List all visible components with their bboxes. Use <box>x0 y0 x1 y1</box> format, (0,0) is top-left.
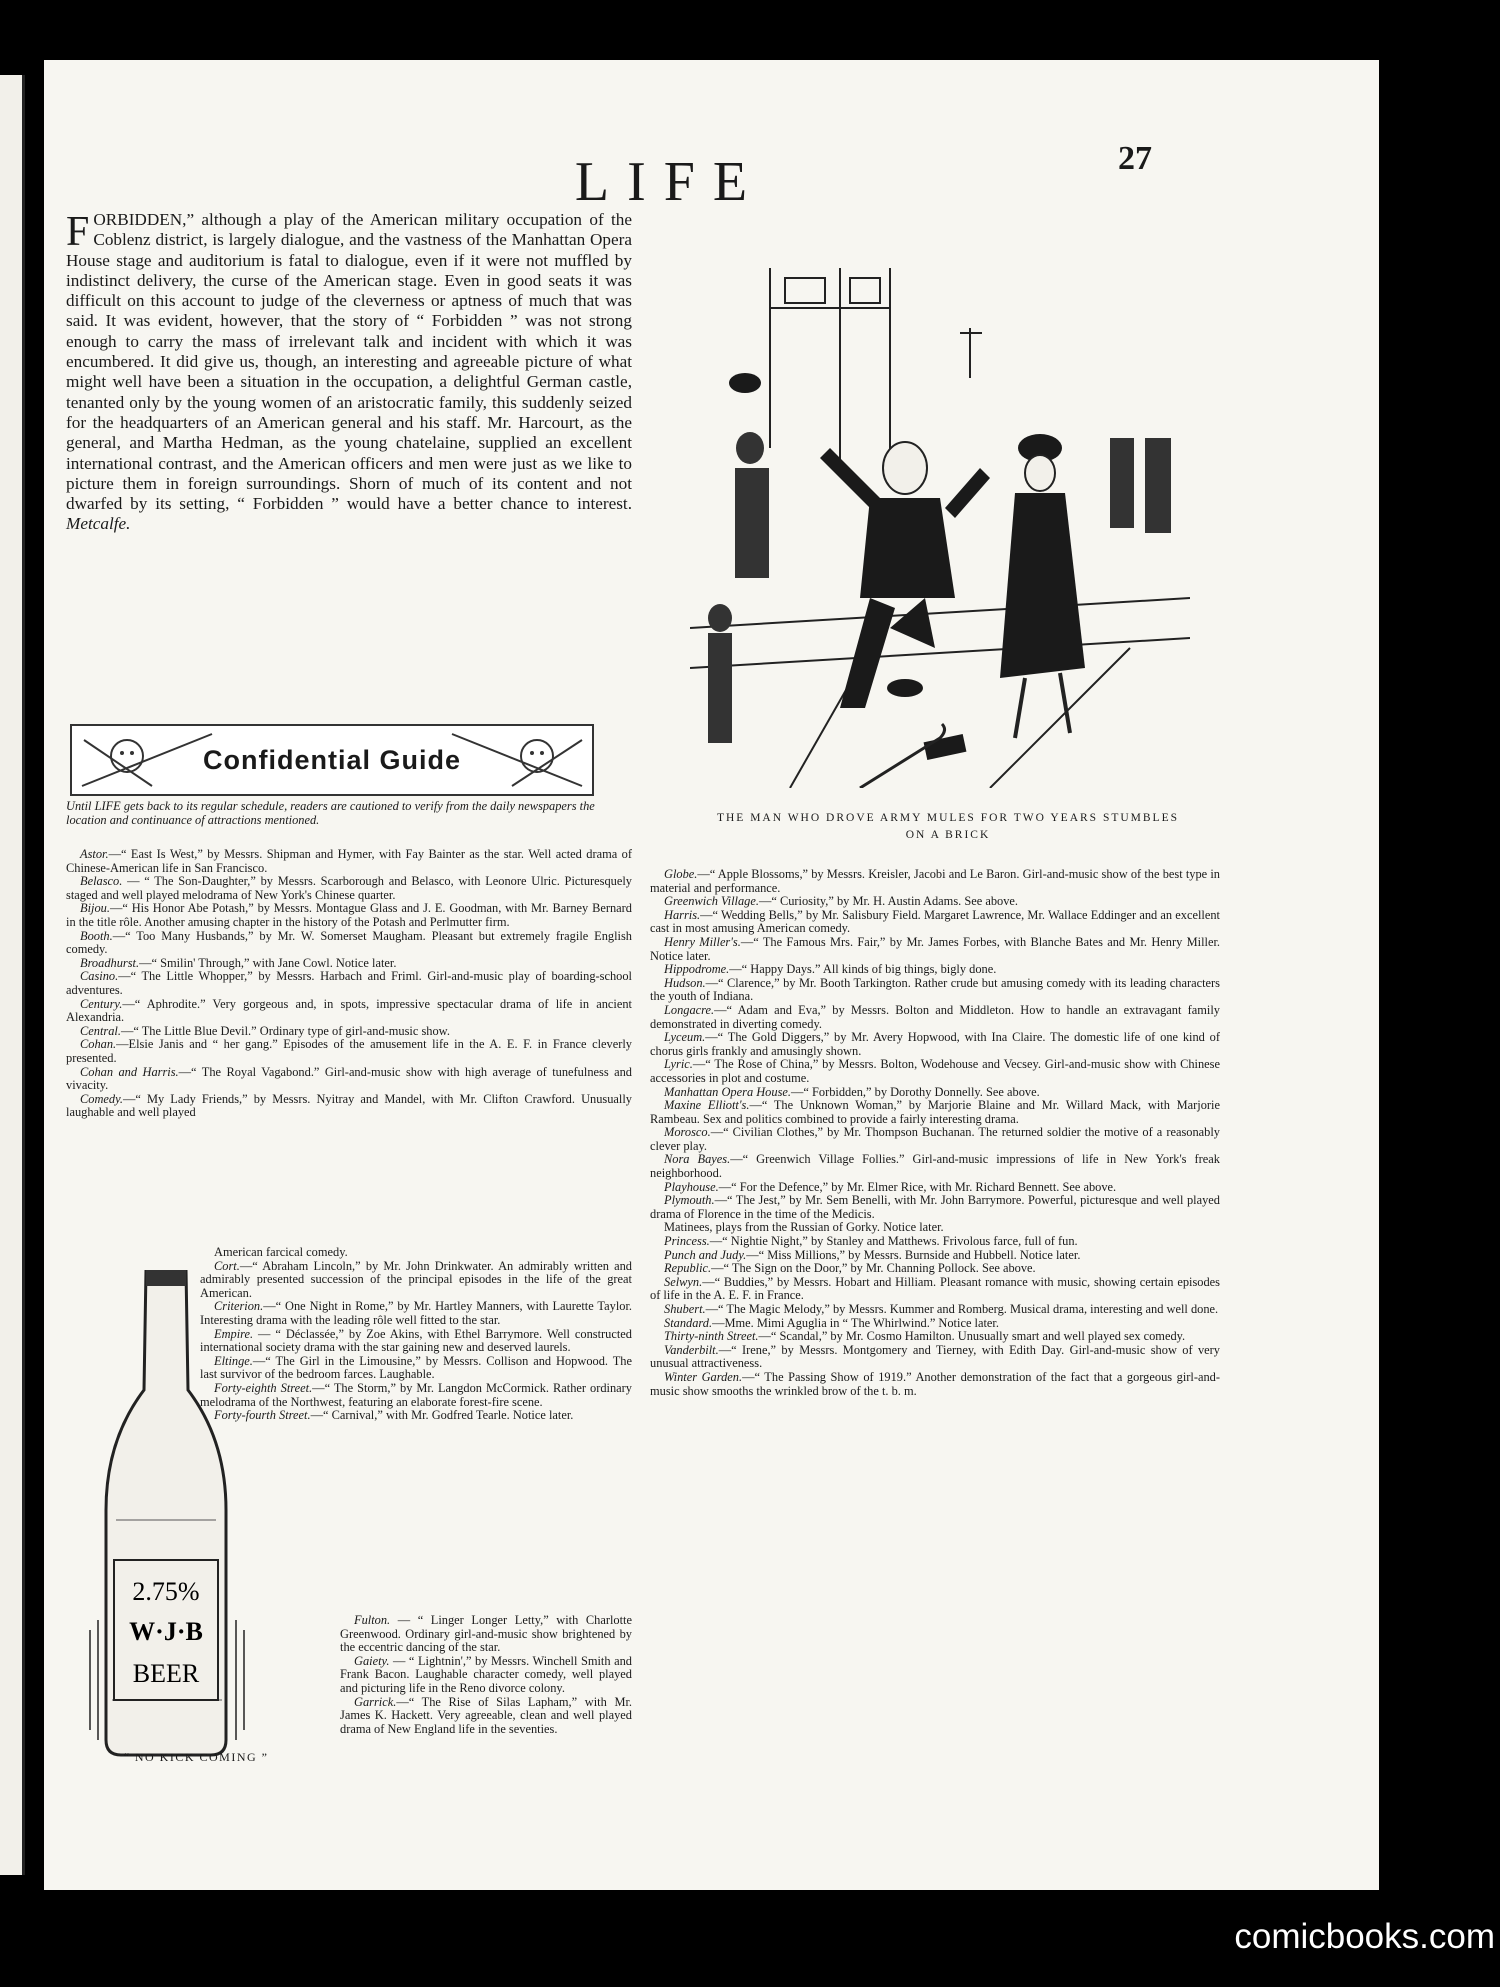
guide-listing <box>650 1276 1220 1303</box>
listing-venue: Playhouse. <box>664 1179 719 1194</box>
dropped-hat <box>887 679 923 697</box>
listing-venue: Winter Garden. <box>664 1369 743 1384</box>
listing-venue: Standard. <box>664 1315 713 1330</box>
listing-text: —“ The Little Whopper,” by Messrs. Harbach and Friml. Girl-and-music play of boarding-school adventures. <box>66 969 632 997</box>
listing-text: —“ One Night in Rome,” by Mr. Hartley Manners, with Laurette Taylor. Interesting drama with the leading rôle well fitted to the star. <box>200 1299 632 1327</box>
guide-listing <box>650 963 1220 977</box>
listing-venue: Thirty-ninth Street. <box>664 1329 759 1344</box>
guide-listing <box>650 1086 1220 1100</box>
guide-listing <box>650 868 1220 895</box>
guide-listing <box>66 957 632 971</box>
listing-venue: Central. <box>80 1023 121 1038</box>
guide-listings-left-low <box>340 1614 632 1736</box>
listing-venue: Vanderbilt. <box>664 1342 719 1357</box>
guide-title: Confidential Guide <box>197 745 467 776</box>
guide-listing <box>650 1058 1220 1085</box>
listing-text: —“ Wedding Bells,” by Mr. Salisbury Field. Margaret Lawrence, Mr. Wallace Eddinger and an excellent cast in most amusing American comedy. <box>650 907 1220 936</box>
guide-listing <box>650 1181 1220 1195</box>
review-signature: Metcalfe. <box>66 514 131 534</box>
listing-text: —“ Forbidden,” by Dorothy Donnelly. See above. <box>791 1084 1040 1099</box>
guide-listing <box>340 1655 632 1696</box>
listing-venue: Plymouth. <box>664 1193 715 1208</box>
listing-venue: Hudson. <box>664 975 706 990</box>
listing-venue: Cohan. <box>80 1037 117 1052</box>
listing-text: —“ The Rose of China,” by Messrs. Bolton, Wodehouse and Vecsey. Girl-and-music show with Chinese accessories in plot and costume. <box>650 1057 1220 1085</box>
guide-listing <box>650 1099 1220 1126</box>
listing-venue: Longacre. <box>664 1002 715 1017</box>
listing-venue: Lyric. <box>664 1057 693 1072</box>
guide-listing <box>650 909 1220 936</box>
listing-text: —“ The Jest,” by Mr. Sem Benelli, with Mr. John Barrymore. Powerful, picturesque and well played drama of Florence in the time of the Medicis. <box>650 1193 1220 1221</box>
woman-figure <box>1000 434 1085 738</box>
listing-venue: Greenwich Village. <box>664 894 759 909</box>
listing-venue: Fulton. <box>354 1613 391 1627</box>
guide-listing <box>66 1025 632 1039</box>
bottle-label-brand: W·J·B <box>129 1617 203 1646</box>
listing-text: —“ The Sign on the Door,” by Mr. Channing Pollock. See above. <box>711 1261 1036 1276</box>
facing-page-edge <box>0 75 25 1875</box>
bottle-caption: “ NO KICK COMING ” <box>123 1750 269 1764</box>
guide-note: Until LIFE gets back to its regular schedule, readers are cautioned to verify from the daily newspapers the location and continuance of attractions mentioned. <box>66 799 595 827</box>
listing-text: —“ Too Many Husbands,” by Mr. W. Somerset Maugham. Pleasant but extremely fragile English comedy. <box>66 928 632 957</box>
listing-text: —“ Abraham Lincoln,” by Mr. John Drinkwater. An admirably written and admirably presented succession of the principal episodes in the life of the great American. <box>200 1258 632 1300</box>
bottle-label-price: 2.75% <box>132 1577 200 1606</box>
listing-text: —“ Apple Blossoms,” by Messrs. Kreisler, Jacobi and Le Baron. Girl-and-music show of the best type in material and performance. <box>650 867 1220 895</box>
listing-text: —“ Irene,” by Messrs. Montgomery and Tierney, with Edith Day. Girl-and-music show of very unusual attractiveness. <box>650 1342 1220 1371</box>
watermark: comicbooks.com <box>1234 1917 1495 1956</box>
guide-listing <box>650 1031 1220 1058</box>
listing-text: —“ The Passing Show of 1919.” Another demonstration of the fact that a gorgeous girl-and-music show smooths the wrinkled brow of the t. b. m. <box>650 1369 1220 1398</box>
flying-hat <box>729 373 761 393</box>
listing-text: —“ Adam and Eva,” by Messrs. Bolton and Middleton. How to handle an extravagant family demonstrated in diverting comedy. <box>650 1002 1220 1031</box>
listing-text: —“ Scandal,” by Mr. Cosmo Hamilton. Unusually smart and well played sex comedy. <box>758 1329 1186 1344</box>
guide-listing <box>650 895 1220 909</box>
listing-text: —“ Buddies,” by Messrs. Hobart and Hilliam. Pleasant romance with music, showing certain episodes of life in the A. E. F. in France. <box>650 1274 1220 1303</box>
listing-text: —“ Happy Days.” All kinds of big things, bigly done. <box>729 962 997 977</box>
listing-venue: Nora Bayes. <box>664 1152 731 1167</box>
guide-listings-left-top <box>66 848 632 1120</box>
listing-venue: Punch and Judy. <box>664 1247 747 1262</box>
guide-listing <box>66 1066 632 1093</box>
guide-listing <box>650 1235 1220 1249</box>
confidential-guide-banner <box>70 724 594 796</box>
listing-text: —“ Nightie Night,” by Stanley and Matthews. Frivolous farce, full of fun. <box>709 1234 1078 1249</box>
guide-listing <box>200 1246 632 1260</box>
guide-listing <box>66 875 632 902</box>
guide-listing <box>340 1696 632 1737</box>
listing-venue: Manhattan Opera House. <box>664 1084 791 1099</box>
listing-venue: Republic. <box>664 1261 712 1276</box>
guide-listing <box>66 902 632 929</box>
guide-listing <box>650 977 1220 1004</box>
listing-text: —“ Clarence,” by Mr. Booth Tarkington. Rather crude but amusing comedy with its leading characters the youth of Indiana. <box>650 975 1220 1004</box>
listing-text: —“ The Royal Vagabond.” Girl-and-music show with high average of tunefulness and vivacity. <box>66 1064 632 1093</box>
listing-text: —“ The Girl in the Limousine,” by Messrs. Collison and Hopwood. The last survivor of the bedroom farces. Laughable. <box>200 1353 632 1382</box>
listing-text: —“ Miss Millions,” by Messrs. Burnside and Hubbell. Notice later. <box>746 1247 1081 1262</box>
listing-venue: Selwyn. <box>664 1274 703 1289</box>
listing-venue: Hippodrome. <box>664 962 730 977</box>
listing-text: —Elsie Janis and “ her gang.” Episodes of the amusement life in the A. E. F. in France cleverly presented. <box>66 1037 632 1065</box>
guide-listing <box>650 1153 1220 1180</box>
review-paragraph <box>66 210 632 535</box>
guide-listing <box>650 1371 1220 1398</box>
listing-venue: Maxine Elliott's. <box>664 1098 750 1113</box>
listing-text: —“ Smilin' Through,” with Jane Cowl. Notice later. <box>139 955 397 970</box>
guide-listing <box>66 1093 632 1120</box>
listing-text: —“ The Famous Mrs. Fair,” by Mr. James Forbes, with Blanche Bates and Mr. Henry Miller. Notice later. <box>650 934 1221 963</box>
guide-listing <box>66 930 632 957</box>
listing-text: —“ The Unknown Woman,” by Marjorie Blaine and Mr. Willard Mack, with Marjorie Rambeau. Sex and politics combined to provide a fairly interesting drama. <box>650 1098 1220 1126</box>
listing-venue: Forty-eighth Street. <box>214 1380 313 1395</box>
review-column <box>66 210 632 535</box>
listing-venue: Comedy. <box>80 1091 124 1106</box>
page-number: 27 <box>1118 140 1152 177</box>
guide-listing <box>650 1344 1220 1371</box>
listing-venue: Princess. <box>664 1234 710 1249</box>
listing-venue: Morosco. <box>664 1125 711 1140</box>
listing-text: —“ The Magic Melody,” by Messrs. Kummer and Romberg. Musical drama, interesting and well done. <box>705 1302 1219 1316</box>
guide-listing <box>650 1194 1220 1221</box>
guide-listing <box>650 1004 1220 1031</box>
guide-listings-right <box>650 868 1220 1398</box>
listing-text: —Mme. Mimi Aguglia in “ The Whirlwind.” Notice later. <box>712 1315 999 1330</box>
listing-venue: Harris. <box>664 907 701 922</box>
listing-text: —“ The Gold Diggers,” by Mr. Avery Hopwood, with Ina Claire. The domestic life of one kind of chorus girls frankly and amusingly shown. <box>650 1030 1220 1058</box>
listing-venue: Belasco. <box>80 874 123 889</box>
masthead-title: LIFE <box>574 151 766 213</box>
listing-venue: Astor. <box>80 847 109 861</box>
listing-text: —“ Aphrodite.” Very gorgeous and, in spots, impressive spectacular drama of life in ancient Alexandria. <box>66 996 632 1025</box>
listing-venue: Gaiety. <box>354 1653 390 1668</box>
guide-listing <box>66 848 632 875</box>
listing-text: —“ The Storm,” by Mr. Langdon McCormick. Rather ordinary melodrama of the Northwest, featuring an elaborate forest-fire scene. <box>200 1380 632 1409</box>
bottle-label-product: BEER <box>132 1659 200 1688</box>
listing-venue: Empire. <box>214 1326 254 1341</box>
listing-venue: Henry Miller's. <box>664 934 741 949</box>
listing-venue: Eltinge. <box>214 1353 253 1368</box>
guide-listing <box>650 1249 1220 1263</box>
listing-venue: Century. <box>80 996 123 1011</box>
guide-listing <box>340 1614 632 1655</box>
listing-venue: Shubert. <box>664 1302 706 1316</box>
guide-listing <box>66 970 632 997</box>
brick <box>924 734 967 760</box>
guide-listing <box>650 936 1220 963</box>
guide-listing <box>650 1221 1220 1235</box>
listing-text: — “ Lightnin',” by Messrs. Winchell Smith and Frank Bacon. Laughable character comedy, well played and picturing life in the Reno divorce colony. <box>340 1653 632 1695</box>
listing-venue: Forty-fourth Street. <box>214 1408 311 1423</box>
listing-text: American farcical comedy. <box>214 1245 348 1259</box>
listing-venue: Criterion. <box>214 1299 264 1314</box>
listing-venue: Cohan and Harris. <box>80 1064 179 1079</box>
cartoon-caption-line-1: THE MAN WHO DROVE ARMY MULES FOR TWO YEARS STUMBLES <box>716 812 1180 824</box>
listing-venue: Casino. <box>80 969 119 984</box>
listing-text: —“ My Lady Friends,” by Messrs. Nyitray and Mandel, with Mr. Clifton Crawford. Unusually laughable and well played <box>66 1091 632 1120</box>
listing-text: —“ Carnival,” with Mr. Godfred Tearle. Notice later. <box>310 1408 574 1423</box>
listing-text: —“ East Is West,” by Messrs. Shipman and Hymer, with Fay Bainter as the star. Well acted drama of Chinese-American life in San Francisco. <box>66 847 632 875</box>
listing-text: —“ The Little Blue Devil.” Ordinary type of girl-and-music show. <box>120 1023 450 1038</box>
guide-listing <box>66 998 632 1025</box>
drop-cap: F <box>66 209 90 255</box>
listing-text: —“ Civilian Clothes,” by Mr. Thompson Buchanan. The returned soldier the motive of a reasonably clever play. <box>650 1125 1220 1153</box>
listing-text: —“ Greenwich Village Follies.” Girl-and-music impressions of life in New York's freak neighborhood. <box>650 1152 1221 1181</box>
listing-text: — “ Linger Longer Letty,” with Charlotte Greenwood. Ordinary girl-and-music show brightened by the eccentric dancing of the star. <box>340 1613 632 1655</box>
listing-text: —“ Curiosity,” by Mr. H. Austin Adams. See above. <box>758 894 1019 909</box>
listing-venue: Lyceum. <box>664 1030 706 1045</box>
listing-venue: Bijou. <box>80 901 110 916</box>
listing-text: —“ His Honor Abe Potash,” by Messrs. Montague Glass and J. E. Goodman, with Mr. Barney Bernard in the title rôle. Another amusing chapter in the history of the Potash and Perlmutter firm. <box>66 901 632 929</box>
cartoon-caption <box>668 810 1228 844</box>
listing-venue: Broadhurst. <box>80 955 140 970</box>
listing-text: —“ The Rise of Silas Lapham,” with Mr. James K. Hackett. Very agreeable, clean and well played drama of New England life in the seventies. <box>340 1694 632 1736</box>
beer-bottle-illustration <box>76 1270 276 1760</box>
listing-venue: Booth. <box>80 928 113 943</box>
listing-text: — “ The Son-Daughter,” by Messrs. Scarborough and Belasco, with Leonore Ulric. Picturesquely staged and well played melodrama of New York's Chinese quarter. <box>66 874 632 902</box>
man-stumbling-figure <box>820 442 990 708</box>
listing-venue: Cort. <box>214 1258 240 1273</box>
guide-listing <box>650 1126 1220 1153</box>
guide-listing <box>650 1317 1220 1331</box>
listing-venue: Globe. <box>664 867 698 881</box>
guide-listing <box>650 1330 1220 1344</box>
review-text: ORBIDDEN,” although a play of the American military occupation of the Coblenz district, is largely dialogue, and the vastness of the Manhattan Opera House stage and auditorium is fatal to dialogue, even if it were not muffled by indistinct delivery, the curse of the American stage. Even in good seats it was difficult on this account to judge of the cleverness or aptness of much that was said. It was evident, however, that the story of “ Forbidden ” was not strong enough to carry the mass of irrelevant talk and incident with which it was encumbered. It did give us, though, an interesting and agreeable picture of what might well have been a situation in the occupation, a delightful German castle, tenanted only by the young women of an aristocratic family, this suddenly seized for the headquarters of an American general and his staff. Mr. Harcourt, as the general, and Martha Hedman, as the young chatelaine, supplied an excellent international contrast, and the American officers and men were just as we like to picture them in foreign surroundings. Shorn of much of its content and not dwarfed by its setting, “ Forbidden ” would have a better chance to interest. <box>66 210 632 514</box>
listing-text: Matinees, plays from the Russian of Gorky. Notice later. <box>664 1220 944 1235</box>
guide-listing <box>650 1262 1220 1276</box>
listing-text: — “ Déclassée,” by Zoe Akins, with Ethel Barrymore. Well constructed international society drama with the star gaining new and deserved laurels. <box>200 1326 632 1355</box>
cartoon-caption-line-2: ON A BRICK <box>905 829 991 841</box>
guide-listing <box>66 1038 632 1065</box>
listing-text: —“ For the Defence,” by Mr. Elmer Rice, with Mr. Richard Bennett. See above. <box>718 1179 1117 1194</box>
guide-listing <box>650 1303 1220 1317</box>
listing-venue: Garrick. <box>354 1694 397 1709</box>
cartoon-illustration <box>690 268 1190 788</box>
